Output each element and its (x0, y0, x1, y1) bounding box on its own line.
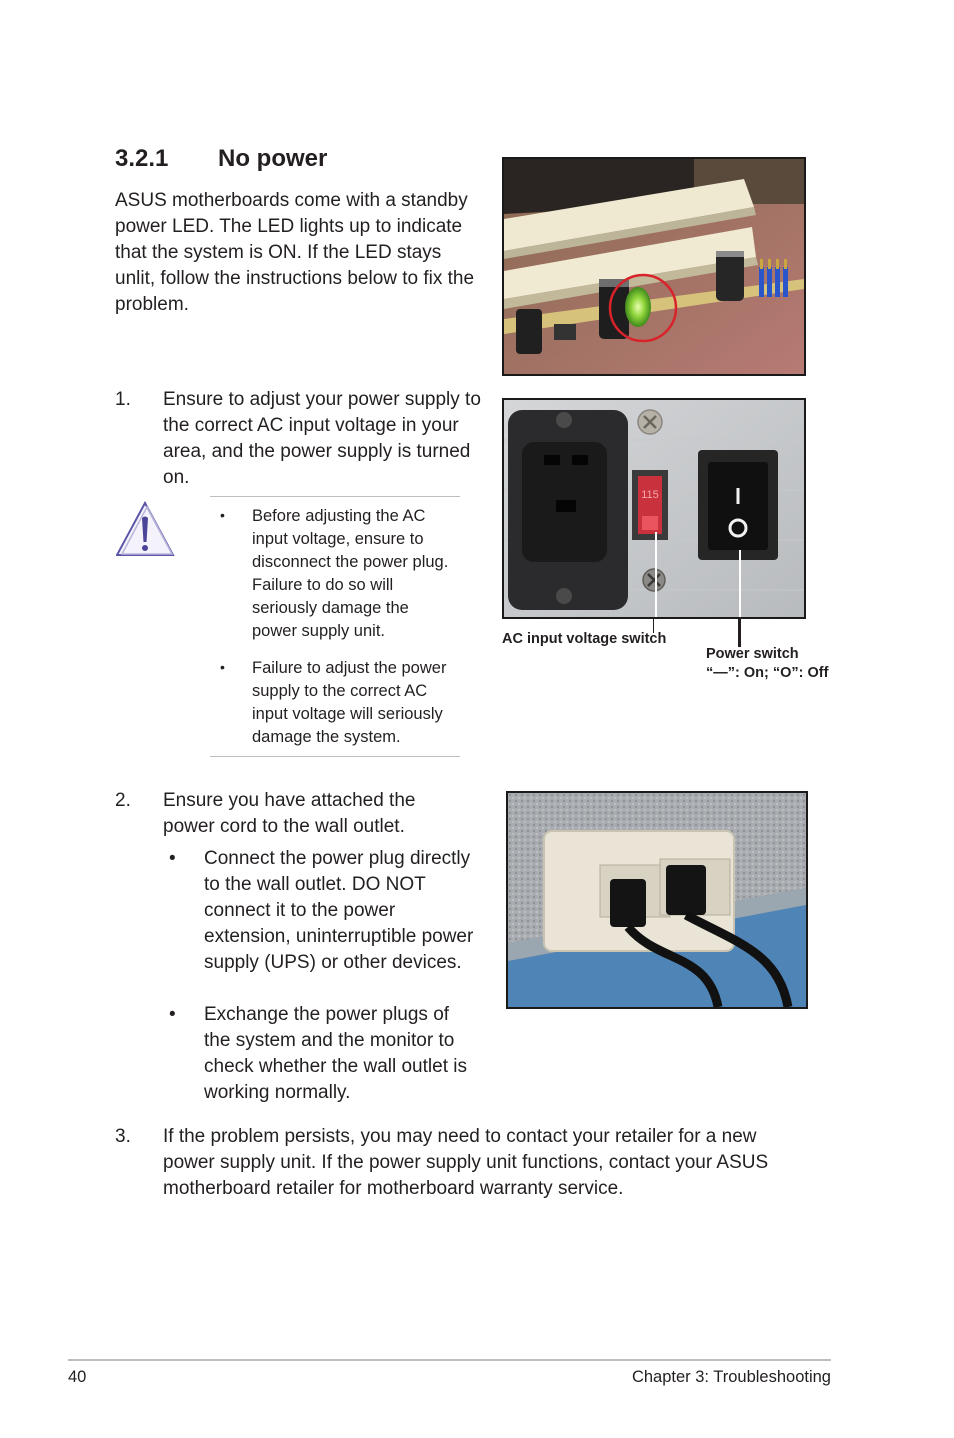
power-switch-caption: Power switch (706, 646, 799, 662)
power-supply-photo (502, 398, 806, 619)
step-number: 3. (115, 1126, 131, 1147)
step2-bullet: Exchange the power plugs of the system and the monitor to check whether the wall outlet is working normally. (204, 1004, 467, 1103)
power-switch-states-caption: “—”: On; “O”: Off (706, 665, 829, 681)
step-number: 2. (115, 790, 131, 811)
intro-paragraph: ASUS motherboards come with a standby power LED. The LED lights up to indicate that the system is ON. If the LED stays unlit, follow the instructions below to fix the problem. (115, 190, 475, 315)
step2-bullet: Connect the power plug directly to the wall outlet. DO NOT connect it to the power extension, uninterruptible power supply (UPS) or other devices. (204, 848, 474, 973)
chapter-label: Chapter 3: Troubleshooting (631, 1368, 831, 1386)
step-number: 1. (115, 389, 131, 410)
bullet-marker: • (220, 507, 225, 523)
section-number: 3.2.1 (115, 145, 169, 172)
warning-top-rule (210, 496, 460, 497)
wall-outlet-photo (506, 791, 808, 1009)
warning-bullet: Before adjusting the AC input voltage, ensure to disconnect the power plug. Failure to do so will seriously damage the power supply unit. (252, 507, 449, 640)
section-title: No power (218, 145, 328, 172)
footer-rule (68, 1359, 831, 1361)
bullet-marker: • (220, 659, 225, 675)
voltage-value: 115 (641, 489, 659, 501)
motherboard-led-photo (502, 157, 806, 376)
voltage-switch-caption: AC input voltage switch (502, 631, 667, 647)
step-text: If the problem persists, you may need to contact your retailer for a new power supply unit. If the power supply unit functions, contact your ASUS motherboard retailer for motherboard warranty service. (163, 1126, 769, 1199)
bullet-marker: • (169, 1004, 176, 1025)
warning-bottom-rule (210, 756, 460, 757)
warning-triangle-icon (116, 500, 176, 558)
warning-bullet: Failure to adjust the power supply to the correct AC input voltage will seriously damage the system. (252, 659, 447, 746)
power-switch-callout-line (738, 617, 741, 647)
step-text: Ensure to adjust your power supply to the correct AC input voltage in your area, and the power supply is turned on. (163, 389, 481, 488)
page-number: 40 (68, 1368, 87, 1386)
bullet-marker: • (169, 848, 176, 869)
step-text: Ensure you have attached the power cord to the wall outlet. (163, 790, 416, 837)
